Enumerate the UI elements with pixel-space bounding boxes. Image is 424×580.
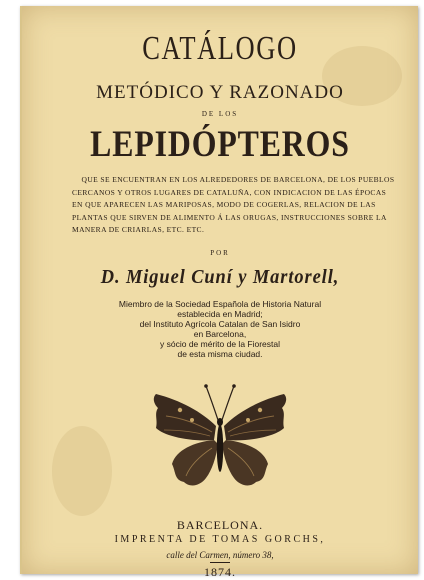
subtitle-description <box>72 174 404 237</box>
affiliation-line: de esta misma ciudad. <box>177 349 263 359</box>
imprint-street: calle del Carmen, número 38, <box>166 550 274 560</box>
affiliation-line: establecida en Madrid; <box>177 309 263 319</box>
title-line-3: DE LOS <box>201 110 239 118</box>
butterfly-icon <box>150 378 290 498</box>
affiliation-line: del Instituto Agrícola Catalan de San Isidro <box>139 319 301 329</box>
title-line-1: CATÁLOGO <box>142 30 298 67</box>
description-line: QUE SE ENCUENTRAN EN LOS ALREDEDORES DE BARCELONA, DE LOS PUEBLOS <box>81 175 395 184</box>
by-label: POR <box>210 249 230 257</box>
author-affiliation <box>22 299 418 359</box>
description-line: EN QUE APARECEN LAS MARIPOSAS, MODO DE COGERLAS, RELACION DE LAS <box>72 200 376 209</box>
divider <box>210 562 230 563</box>
description-line: MANERA DE CRIARLAS, ETC. ETC. <box>72 225 205 234</box>
affiliation-line: Miembro de la Sociedad Española de Historia Natural <box>118 299 322 309</box>
imprint-city: BARCELONA. <box>176 518 264 532</box>
title-main: LEPIDÓPTEROS <box>90 124 350 165</box>
author-name: D. Miguel Cuní y Martorell, <box>100 266 340 288</box>
affiliation-line: y sócio de mérito de la Fiorestal <box>160 339 280 349</box>
description-line: PLANTAS QUE SIRVEN DE ALIMENTO Á LAS ORUGAS, INSTRUCCIONES SOBRE LA <box>72 212 387 222</box>
imprint-printer: IMPRENTA DE TOMAS GORCHS, <box>114 534 326 545</box>
imprint-year: 1874. <box>204 565 236 579</box>
title-page <box>20 6 418 579</box>
affiliation-line: en Barcelona, <box>193 329 247 339</box>
description-line: CERCANOS Y OTROS LUGARES DE CATALUÑA, CON INDICACION DE LAS ÉPOCAS <box>72 187 387 197</box>
paper-stain <box>52 426 112 516</box>
title-line-2: METÓDICO Y RAZONADO <box>96 82 344 103</box>
